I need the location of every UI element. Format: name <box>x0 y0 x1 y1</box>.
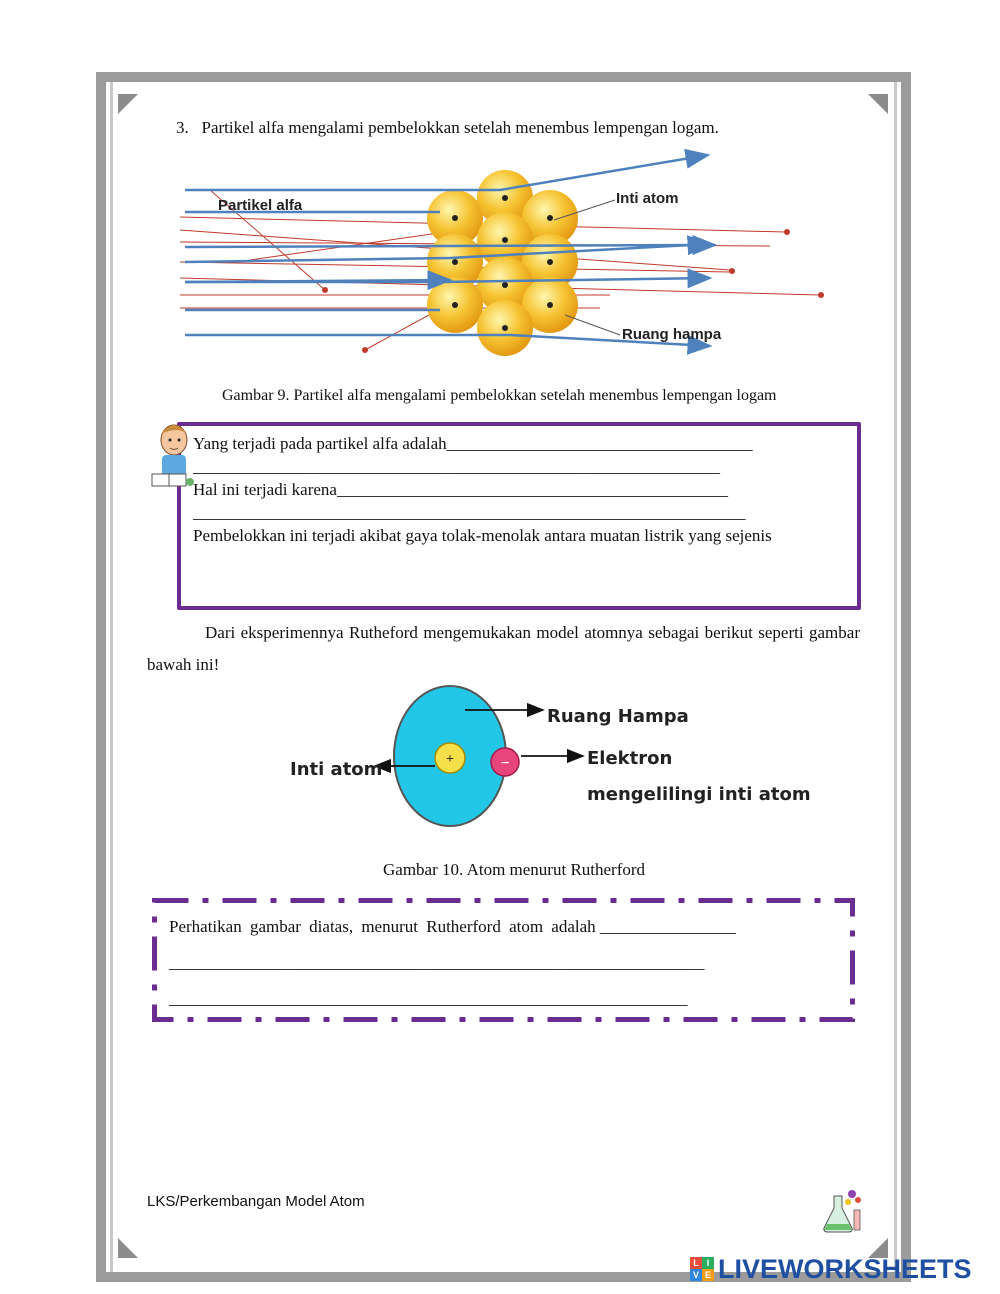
liveworksheets-text: LIVEWORKSHEETS <box>718 1253 972 1284</box>
corner-ornament <box>868 94 888 114</box>
answer-blank-3c[interactable]: _____________________________________________________________ <box>169 989 688 1008</box>
page-border-top <box>96 72 911 82</box>
label-orbiting: mengelilingi inti atom <box>587 784 811 805</box>
page-border-inner-left <box>110 82 113 1272</box>
question-box-2-text <box>169 909 841 1017</box>
answer-blank-2b[interactable]: _________________________________________________________________ <box>193 503 746 522</box>
intro-paragraph <box>147 617 860 681</box>
deflection-statement: Pembelokkan ini terjadi akibat gaya tolak-menolak antara muatan listrik yang sejenis <box>193 526 772 545</box>
answer-blank-1b[interactable]: ______________________________________________________________ <box>193 457 720 476</box>
answer-blank-3[interactable]: ________________ <box>599 917 736 936</box>
label-alpha: Partikel alfa <box>218 197 303 214</box>
label-nucleus: Inti atom <box>290 759 383 780</box>
question-box-1-text <box>193 432 840 547</box>
page-border-inner-right <box>894 82 897 1272</box>
figure-9-caption: Gambar 9. Partikel alfa mengalami pembelokkan setelah menembus lempengan logam <box>222 387 777 404</box>
label-electron: Elektron <box>587 748 673 769</box>
rutherford-atom-figure <box>285 680 811 830</box>
answer-blank-2[interactable]: ______________________________________________ <box>336 480 728 499</box>
corner-ornament <box>118 1238 138 1258</box>
liveworksheets-watermark <box>690 1254 972 1284</box>
border-square <box>98 90 106 98</box>
item-text: Partikel alfa mengalami pembelokkan setelah menembus lempengan logam. <box>201 118 719 137</box>
figure-10-caption: Gambar 10. Atom menurut Rutherford <box>383 860 646 879</box>
thinking-student-icon <box>148 418 196 496</box>
item-number: 3. <box>176 118 189 137</box>
answer-blank-3b[interactable]: _______________________________________________________________ <box>169 953 705 972</box>
nucleus-plus: + <box>446 752 454 767</box>
label-empty-space: Ruang hampa <box>622 326 722 343</box>
page-border-left <box>96 72 106 1282</box>
label-empty-space: Ruang Hampa <box>547 706 689 727</box>
paragraph-text: Dari eksperimennya Rutheford mengemukakan model atomnya sebagai berikut seperti gambar bawah ini! <box>147 623 860 674</box>
border-square <box>98 1264 106 1272</box>
question-3-text: Perhatikan gambar diatas, menurut Rutherford atom adalah <box>169 917 596 936</box>
footer-title: LKS/Perkembangan Model Atom <box>147 1193 365 1210</box>
item-3 <box>176 118 719 138</box>
question-1-text: Yang terjadi pada partikel alfa adalah <box>193 434 447 453</box>
label-nucleus: Inti atom <box>616 190 679 207</box>
corner-ornament <box>118 94 138 114</box>
alpha-scattering-figure <box>170 150 840 370</box>
electron-minus: − <box>500 755 510 772</box>
question-2-text: Hal ini terjadi karena <box>193 480 337 499</box>
page-border-right <box>901 72 911 1282</box>
answer-blank-1[interactable]: ____________________________________ <box>446 434 753 453</box>
chemistry-flask-icon <box>818 1186 864 1234</box>
border-square <box>901 90 909 98</box>
liveworksheets-logo: L I V E <box>690 1257 714 1281</box>
